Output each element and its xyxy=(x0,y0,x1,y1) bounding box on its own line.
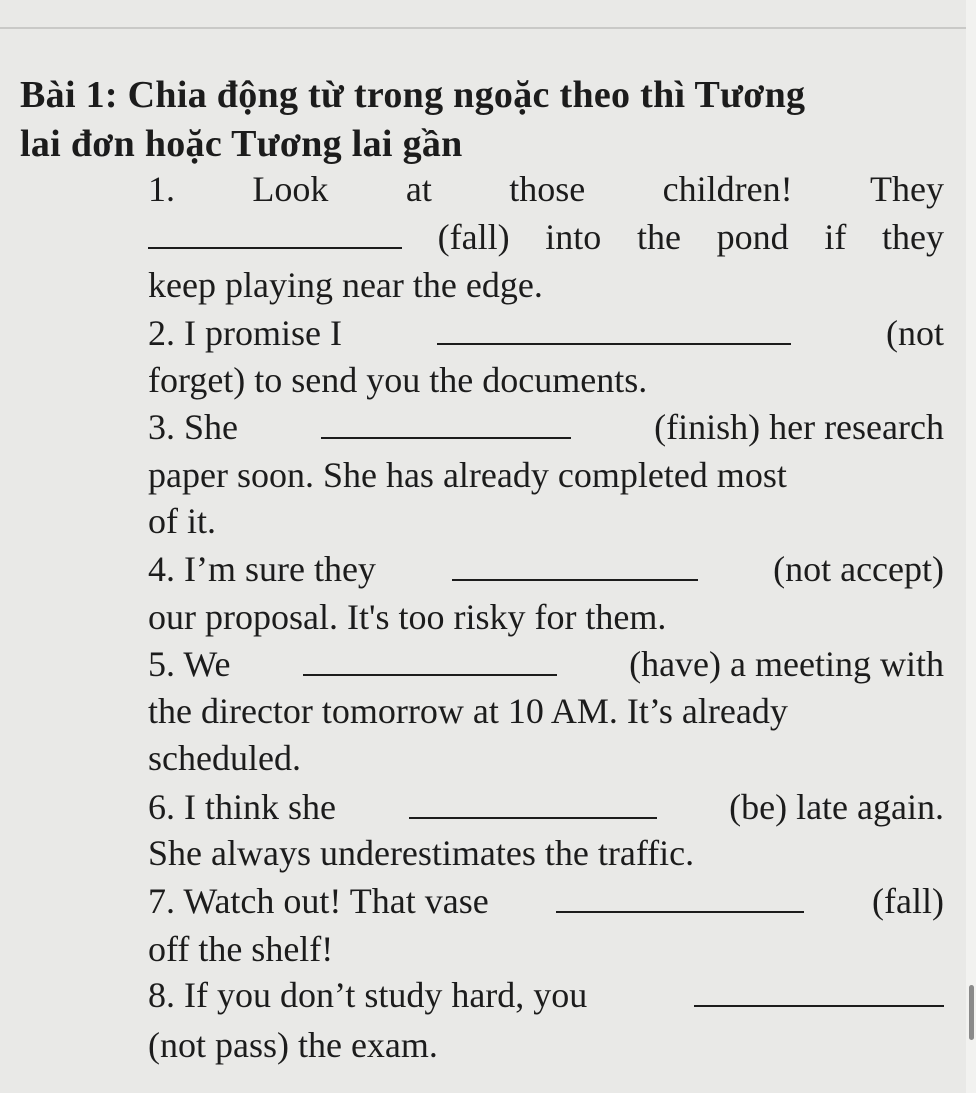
question-7-line-1 xyxy=(148,878,944,924)
question-1-line-1 xyxy=(148,166,944,212)
q2-text-after: (not xyxy=(886,313,944,353)
question-6-line-2: She always underestimates the traffic. xyxy=(148,833,695,873)
q7-text-after: (fall) xyxy=(872,881,944,921)
q1-word: those xyxy=(509,169,586,209)
q3-text-after: (finish) her research xyxy=(654,407,944,447)
exercise-title-line-2: lai đơn hoặc Tương lai gần xyxy=(20,123,463,165)
question-5-line-2: the director tomorrow at 10 AM. It’s already xyxy=(148,691,788,731)
answer-blank-2[interactable] xyxy=(437,313,791,345)
q1-word: pond xyxy=(716,217,789,257)
answer-blank-1[interactable] xyxy=(148,217,402,249)
question-4-line-2: our proposal. It's too risky for them. xyxy=(148,597,667,637)
q7-text-before: 7. Watch out! That vase xyxy=(148,881,489,921)
q4-text-after: (not accept) xyxy=(773,549,944,589)
q5-text-before: 5. We xyxy=(148,644,231,684)
q1-word: They xyxy=(870,169,944,209)
answer-blank-7[interactable] xyxy=(556,881,804,913)
question-3-line-3: of it. xyxy=(148,501,216,541)
q1-word: if xyxy=(824,217,847,257)
question-1-line-3: keep playing near the edge. xyxy=(148,265,543,305)
q6-text-after: (be) late again. xyxy=(729,787,944,827)
question-1-line-2 xyxy=(148,214,944,260)
question-5-line-1 xyxy=(148,641,944,687)
answer-blank-4[interactable] xyxy=(452,549,698,581)
question-5-line-3: scheduled. xyxy=(148,738,301,778)
q4-text-before: 4. I’m sure they xyxy=(148,549,376,589)
vertical-scrollbar[interactable] xyxy=(966,0,976,1093)
q1-word: the xyxy=(636,217,681,257)
q1-word: at xyxy=(405,169,432,209)
answer-blank-3[interactable] xyxy=(321,407,571,439)
q8-text-before: 8. If you don’t study hard, you xyxy=(148,975,588,1015)
question-2-line-2: forget) to send you the documents. xyxy=(148,360,648,400)
question-4-line-1 xyxy=(148,546,944,592)
exercise-title-line-1: Bài 1: Chia động từ trong ngoặc theo thì Tương xyxy=(20,74,806,116)
q1-word: Look xyxy=(252,169,329,209)
scrollbar-thumb[interactable] xyxy=(969,985,974,1040)
answer-blank-5[interactable] xyxy=(303,644,557,676)
q2-text-before: 2. I promise I xyxy=(148,313,342,353)
question-8-line-2: (not pass) the exam. xyxy=(148,1025,438,1065)
q5-text-after: (have) a meeting with xyxy=(629,644,944,684)
top-divider xyxy=(0,27,976,29)
q1-number: 1. xyxy=(148,169,175,209)
question-3-line-1 xyxy=(148,404,944,450)
q1-word: they xyxy=(881,217,944,257)
question-7-line-2: off the shelf! xyxy=(148,929,334,969)
question-6-line-1 xyxy=(148,784,944,830)
q1-word: (fall) xyxy=(437,217,510,257)
answer-blank-6[interactable] xyxy=(409,787,657,819)
q1-word: children! xyxy=(662,169,793,209)
question-8-line-1 xyxy=(148,972,944,1018)
q6-text-before: 6. I think she xyxy=(148,787,336,827)
q3-text-before: 3. She xyxy=(148,407,238,447)
q1-word: into xyxy=(545,217,602,257)
question-2-line-1 xyxy=(148,310,944,356)
answer-blank-8[interactable] xyxy=(694,975,944,1007)
question-3-line-2: paper soon. She has already completed most xyxy=(148,455,787,495)
